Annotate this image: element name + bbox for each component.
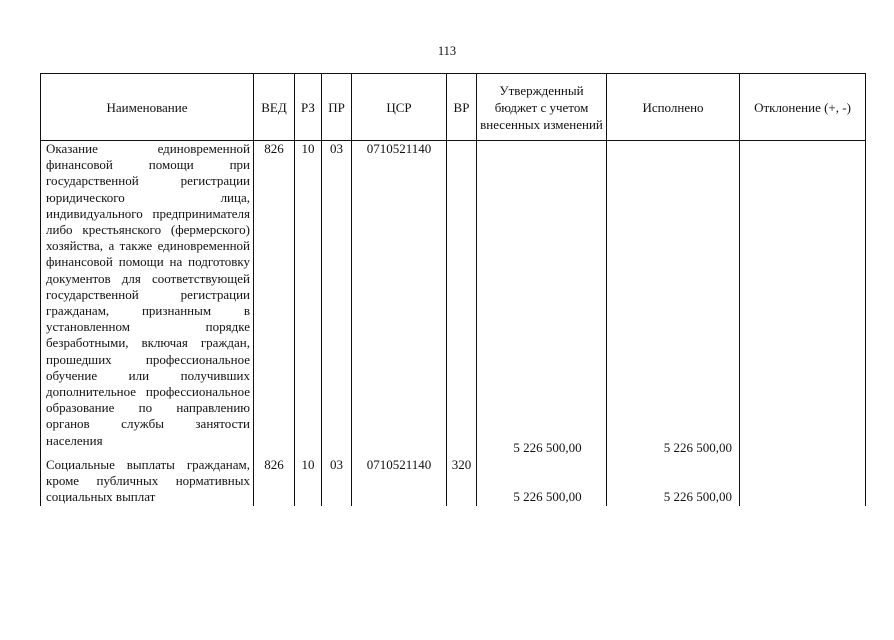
row-rz-cell: 10 — [295, 141, 322, 457]
page-number: 113 — [437, 44, 457, 58]
table-header-row — [41, 74, 866, 141]
header-executed: Исполнено — [607, 74, 740, 141]
row-approved-cell — [477, 141, 607, 457]
row-deviation-cell — [740, 141, 866, 457]
row-csr-cell: 0710521140 — [352, 141, 447, 457]
row-ved-cell: 826 — [254, 457, 295, 506]
row-vr-cell: 320 — [447, 457, 477, 506]
header-vr: ВР — [447, 74, 477, 141]
row-name-cell: Оказание единовременной финансовой помощи при государственной регистрации юридического лица, индивидуального предпринимателя либо крестьянского (фермерского) хозяйства, а также единовременной финансовой помощи на подготовку документов для соответствующей государственной регистрации гражданам, признанным в установленном порядке безработными, включая граждан, прошедших профессиональное обучение или получивших дополнительное профессиональное образование по направлению органов службы занятости населения — [41, 141, 254, 457]
row-deviation-cell — [740, 457, 866, 506]
header-csr: ЦСР — [352, 74, 447, 141]
row-executed-cell — [607, 141, 740, 457]
row-approved-value: 5 226 500,00 — [513, 440, 582, 456]
table-row — [41, 141, 866, 457]
row-approved-value: 5 226 500,00 — [513, 489, 582, 505]
header-name: Наименование — [41, 74, 254, 141]
row-executed-cell — [607, 457, 740, 506]
row-csr-cell: 0710521140 — [352, 457, 447, 506]
row-pr-cell: 03 — [322, 141, 352, 457]
row-approved-cell — [477, 457, 607, 506]
table-row — [41, 457, 866, 506]
header-pr: ПР — [322, 74, 352, 141]
header-approved: Утвержденный бюджет с учетом внесенных изменений — [477, 74, 607, 141]
header-ved: ВЕД — [254, 74, 295, 141]
budget-execution-table — [40, 73, 866, 506]
header-rz: РЗ — [295, 74, 322, 141]
row-executed-value: 5 226 500,00 — [663, 440, 732, 456]
header-deviation: Отклонение (+, -) — [740, 74, 866, 141]
row-ved-cell: 826 — [254, 141, 295, 457]
row-name-cell: Социальные выплаты гражданам, кроме публичных нормативных социальных выплат — [41, 457, 254, 506]
row-rz-cell: 10 — [295, 457, 322, 506]
row-vr-cell — [447, 141, 477, 457]
row-pr-cell: 03 — [322, 457, 352, 506]
row-executed-value: 5 226 500,00 — [663, 489, 732, 505]
